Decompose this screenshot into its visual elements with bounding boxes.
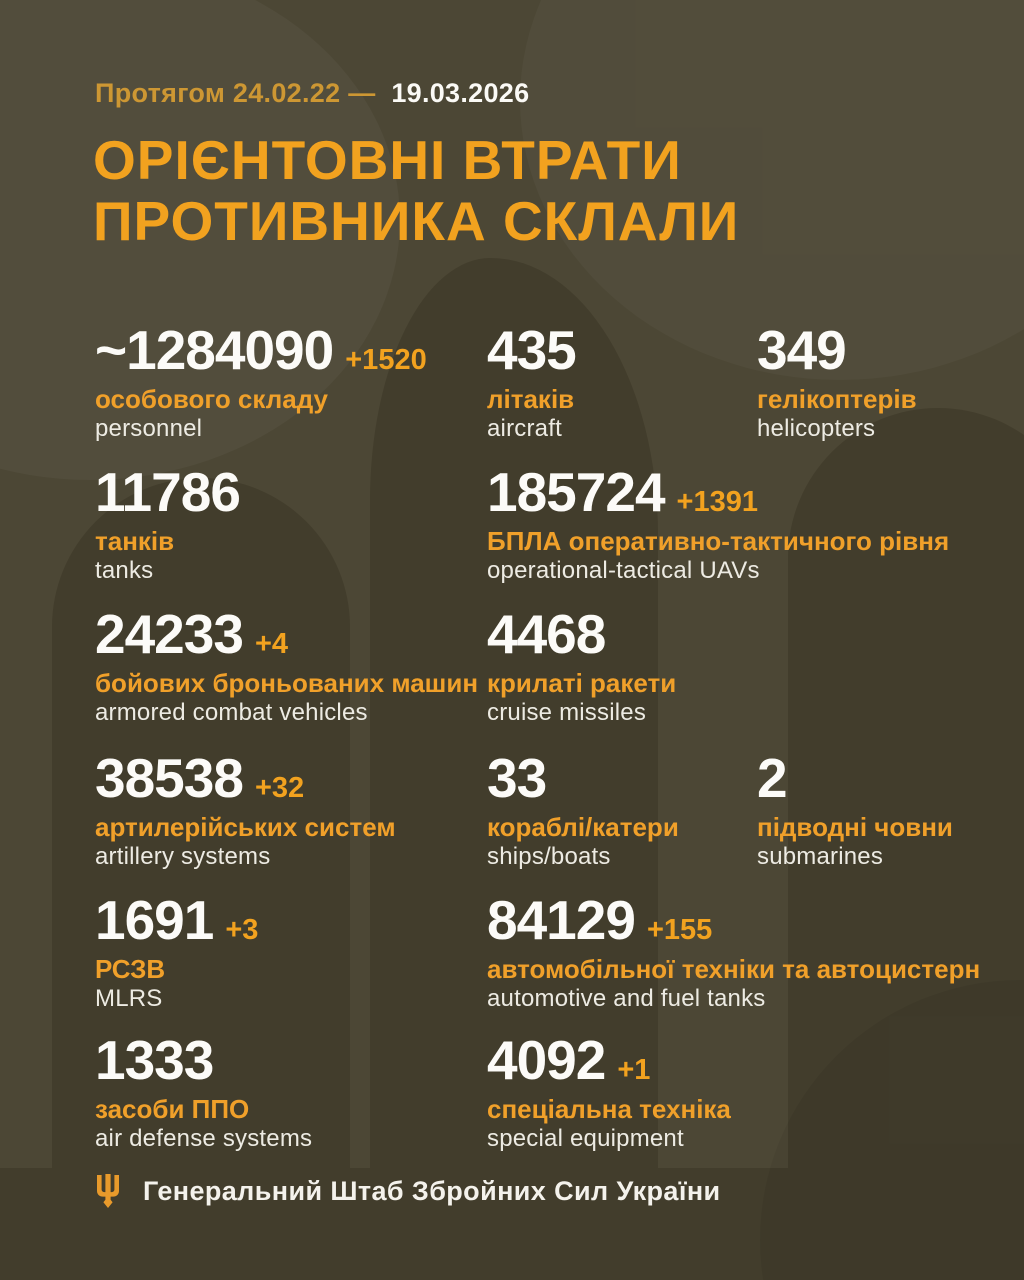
stat-label-en: cruise missiles: [487, 699, 647, 726]
stat-special-equipment: [487, 1029, 731, 1153]
stat-value: 1691: [95, 889, 214, 951]
stat-value: 349: [757, 319, 846, 381]
stat-value: 435: [487, 319, 576, 381]
stat-value: 24233: [95, 603, 243, 665]
stat-label-en: submarines: [757, 843, 884, 870]
footer: [95, 1174, 721, 1208]
stat-label-en: special equipment: [487, 1125, 684, 1152]
stat-value: 84129: [487, 889, 635, 951]
stats-row: [95, 889, 995, 1032]
stat-tanks: [95, 461, 240, 585]
stat-label-en: MLRS: [95, 985, 163, 1012]
stat-label-en: personnel: [95, 415, 203, 442]
stat-label-uk: літаків: [487, 384, 575, 414]
stat-value: 1333: [95, 1029, 214, 1091]
stats-row: [95, 603, 995, 746]
stat-label-en: ships/boats: [487, 843, 611, 870]
stats-row: [95, 1029, 995, 1172]
stats-row: [95, 747, 995, 890]
stat-delta: +4: [254, 628, 289, 660]
stat-label-uk: особового складу: [95, 384, 328, 414]
stat-helicopters: [757, 319, 917, 443]
stats-row: [95, 319, 995, 462]
stat-label-en: air defense systems: [95, 1125, 313, 1152]
stat-uavs: [487, 461, 950, 585]
stat-delta: +32: [254, 772, 305, 804]
stat-label-en: automotive and fuel tanks: [487, 985, 766, 1012]
stat-delta: +1391: [676, 486, 758, 518]
stat-delta: +1520: [345, 344, 427, 376]
period-date: 19.03.2026: [391, 78, 530, 108]
stat-aircraft: [487, 319, 576, 443]
stat-label-uk: РСЗВ: [95, 954, 166, 984]
stat-label-uk: гелікоптерів: [757, 384, 917, 414]
trident-icon: [95, 1174, 121, 1208]
stat-value: 185724: [487, 461, 665, 523]
stat-label-en: armored combat vehicles: [95, 699, 368, 726]
stat-label-uk: БПЛА оперативно-тактичного рівня: [487, 526, 950, 556]
stat-label-uk: автомобільної техніки та автоцистерн: [487, 954, 981, 984]
stat-armored-vehicles: [95, 603, 479, 727]
stat-label-uk: танків: [95, 526, 175, 556]
stat-label-en: artillery systems: [95, 843, 271, 870]
stat-vehicles-fuel: [487, 889, 981, 1013]
stat-label-uk: крилаті ракети: [487, 668, 677, 698]
stat-air-defense: [95, 1029, 313, 1153]
stat-value: 11786: [95, 461, 240, 523]
page-title: [93, 130, 739, 252]
period-prefix: Протягом 24.02.22 —: [95, 78, 376, 108]
stat-label-uk: артилерійських систем: [95, 812, 396, 842]
stat-cruise-missiles: [487, 603, 677, 727]
stat-label-uk: спеціальна техніка: [487, 1094, 731, 1124]
stats-row: [95, 461, 995, 604]
stat-value: 2: [757, 747, 787, 809]
stat-value: ~1284090: [95, 319, 334, 381]
stat-value: 4092: [487, 1029, 606, 1091]
organization-name: Генеральний Штаб Збройних Сил України: [143, 1175, 721, 1206]
stat-label-uk: кораблі/катери: [487, 812, 679, 842]
stat-delta: +1: [617, 1054, 651, 1086]
stat-label-uk: засоби ППО: [95, 1094, 250, 1124]
report-period: [95, 78, 529, 109]
stat-label-uk: бойових броньованих машин: [95, 668, 479, 698]
stat-delta: +3: [225, 914, 259, 946]
stat-label-en: tanks: [95, 557, 154, 584]
stat-value: 38538: [95, 747, 243, 809]
stat-label-en: operational-tactical UAVs: [487, 557, 760, 584]
stat-ships: [487, 747, 679, 871]
stat-label-uk: підводні човни: [757, 812, 953, 842]
stat-value: 4468: [487, 603, 606, 665]
title-line-2: ПРОТИВНИКА СКЛАЛИ: [93, 190, 740, 252]
stat-submarines: [757, 747, 953, 871]
stat-mlrs: [95, 889, 259, 1013]
stat-delta: +155: [646, 914, 713, 946]
stat-label-en: aircraft: [487, 415, 562, 442]
stat-label-en: helicopters: [757, 415, 876, 442]
stat-personnel: [95, 319, 427, 443]
stat-artillery: [95, 747, 396, 871]
stat-value: 33: [487, 747, 547, 809]
title-line-1: ОРІЄНТОВНІ ВТРАТИ: [93, 129, 682, 191]
